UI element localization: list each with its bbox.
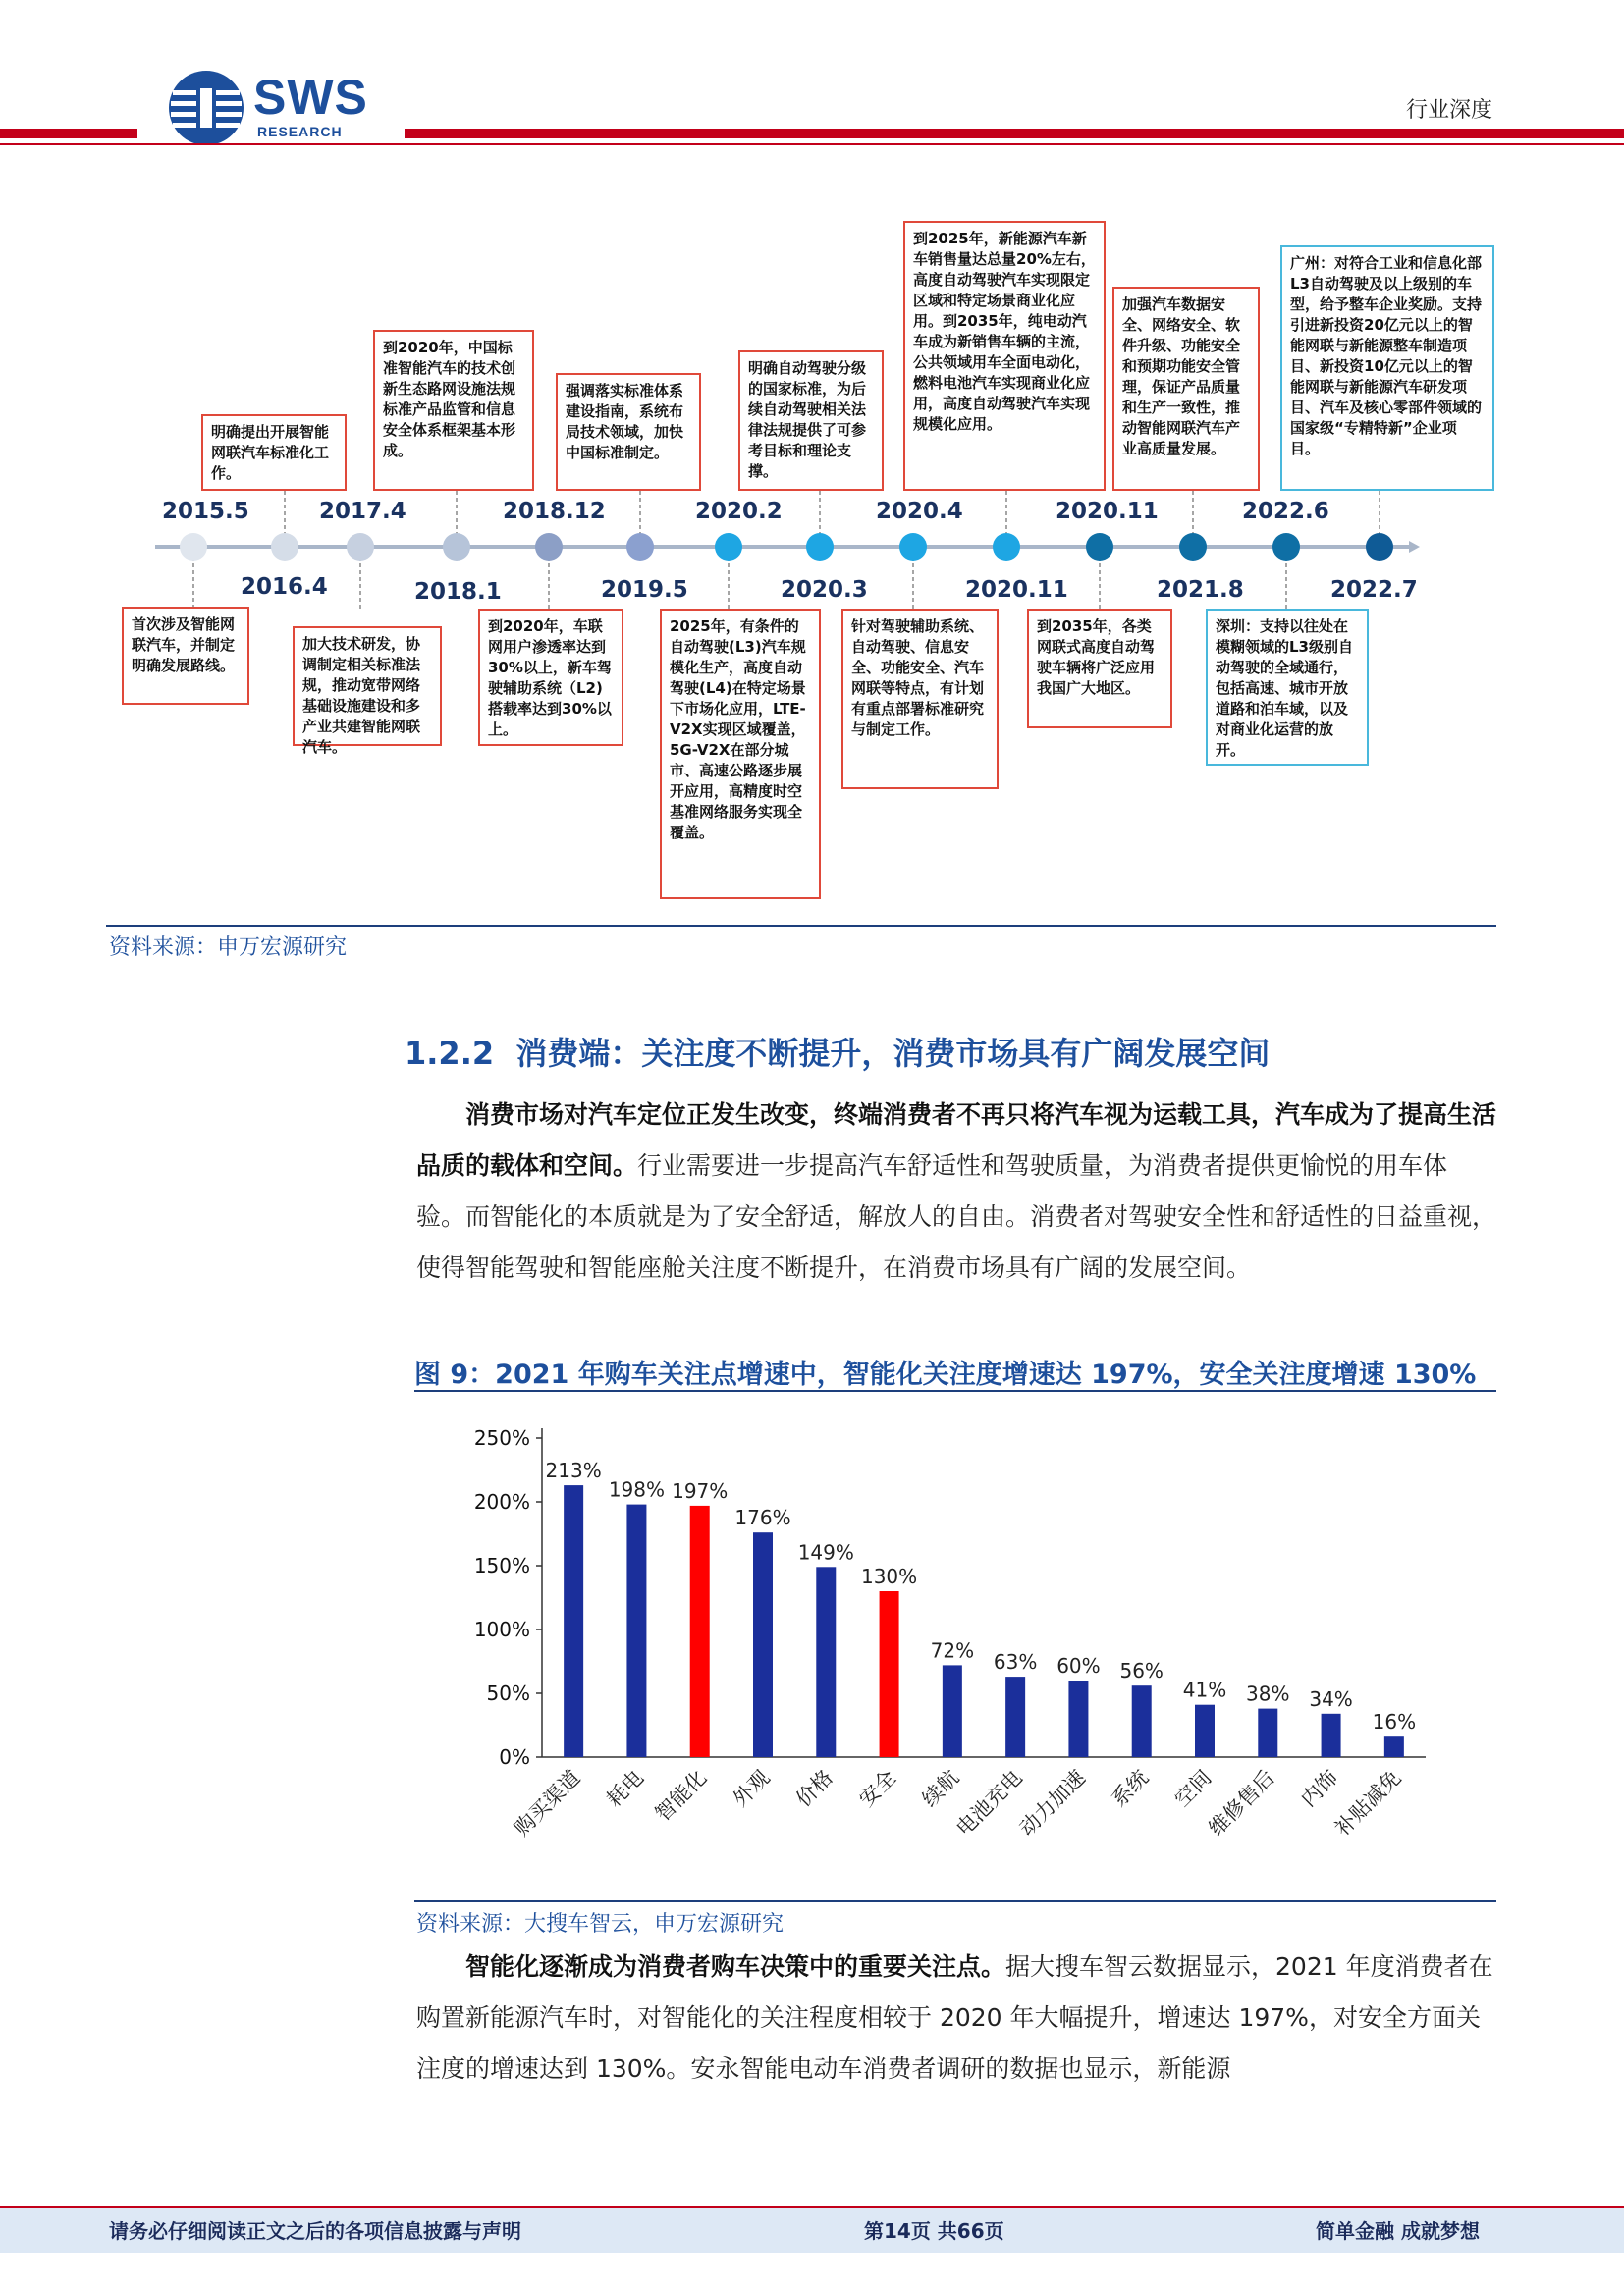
footer-disclaimer: 请务必仔细阅读正文之后的各项信息披露与声明 [109, 2219, 521, 2243]
bar-value-label: 56% [1119, 1659, 1164, 1683]
bar [1132, 1685, 1152, 1757]
y-tick-label: 250% [473, 1426, 530, 1450]
timeline-box-2020-11: 加强汽车数据安全、网络安全、软件升级、功能安全和预期功能安全管理，保证产品质量和生产一致性，推动智能网联汽车产业高质量发展。 [1112, 287, 1260, 491]
bar-value-label: 16% [1372, 1710, 1417, 1735]
bar-value-label: 176% [734, 1506, 791, 1530]
timeline-date: 2020.2 [695, 499, 783, 524]
timeline-box-2022-7: 深圳：支持以往处在模糊领域的L3级别自动驾驶的全域通行，包括高速、城市开放道路和泊车域，以及对商业化运营的放开。 [1206, 609, 1369, 766]
body-paragraph-text: 行业需要进一步提高汽车舒适性和驾驶质量，为消费者提供更愉悦的用车体验。而智能化的本质就是为了安全舒适，解放人的自由。消费者对驾驶安全性和舒适性的日益重视，使得智能驾驶和智能座舱关注度不断提升，在消费市场具有广阔的发展空间。 [416, 1151, 1497, 1282]
timeline-box-2019-5: 到2020年，车联网用户渗透率达到30%以上，新车驾驶辅助系统（L2)搭载率达到30%以上。 [478, 609, 623, 746]
timeline-box-2017-4: 到2020年，中国标准智能汽车的技术创新生态路网设施法规标准产品监管和信息安全体系框架基本形成。 [373, 330, 534, 491]
timeline-date: 2022.7 [1330, 577, 1418, 603]
bar-value-label: 63% [993, 1650, 1038, 1675]
timeline-date: 2020.4 [876, 499, 963, 524]
logo-text: SWS [253, 70, 368, 125]
bar-value-label: 198% [608, 1477, 666, 1502]
body-paragraph-2-lead: 智能化逐渐成为消费者购车决策中的重要关注点。 [465, 1952, 1006, 1981]
timeline-figure [0, 0, 1624, 903]
bar [943, 1665, 962, 1757]
figure-rule [106, 925, 1496, 927]
y-tick-label: 150% [473, 1554, 530, 1577]
y-tick-label: 100% [473, 1618, 530, 1641]
bar [626, 1505, 646, 1757]
bar-value-label: 213% [545, 1459, 602, 1483]
bar [564, 1485, 583, 1757]
footer-page-number: 第14页 共66页 [864, 2219, 1004, 2243]
chart-rule [414, 1900, 1496, 1902]
footer-rule [0, 2206, 1624, 2208]
y-tick-label: 50% [486, 1682, 530, 1705]
timeline-box-2020-3: 2025年，有条件的自动驾驶(L3)汽车规模化生产，高度自动驾驶(L4)在特定场景下市场化应用，LTE-V2X实现区域覆盖，5G-V2X在部分城市、高速公路逐步展开应用，高精度时空基准网络服务实现全覆盖。 [660, 609, 821, 899]
timeline-box-2020-2: 明确自动驾驶分级的国家标准，为后续自动驾驶相关法律法规提供了可参考目标和理论支撑。 [738, 350, 884, 491]
bar [1384, 1736, 1404, 1757]
x-category-label: 耗电 [602, 1765, 648, 1812]
x-category-label: 电池充电 [951, 1765, 1027, 1841]
bar [1005, 1677, 1025, 1757]
bar-value-label: 34% [1309, 1686, 1353, 1711]
x-category-label: 安全 [854, 1765, 901, 1812]
bar-value-label: 72% [930, 1638, 975, 1663]
timeline-box-2021-8: 到2035年，各类网联式高度自动驾驶车辆将广泛应用我国广大地区。 [1027, 609, 1172, 728]
y-tick-label: 0% [499, 1745, 530, 1769]
timeline-box-2018-1: 加大技术研发，协调制定相关标准法规，推动宽带网络基础设施建设和多产业共建智能网联汽车。 [293, 626, 442, 746]
x-category-label: 补贴减免 [1330, 1765, 1406, 1841]
bar-value-label: 38% [1246, 1682, 1290, 1706]
section-heading: 1.2.2 消费端：关注度不断提升，消费市场具有广阔发展空间 [405, 1035, 1271, 1072]
figure-title: 图 9：2021 年购车关注点增速中，智能化关注度增速达 197%，安全关注度增速 130% [414, 1360, 1477, 1390]
bar-value-label: 60% [1056, 1654, 1101, 1678]
x-category-label: 内饰 [1296, 1765, 1343, 1812]
timeline-box-2018-12: 强调落实标准体系建设指南，系统布局技术领域，加快中国标准制定。 [556, 373, 701, 491]
bar [1258, 1709, 1277, 1757]
timeline-date: 2018.1 [414, 579, 502, 605]
bar [816, 1567, 836, 1757]
timeline-date: 2019.5 [601, 577, 688, 603]
x-category-label: 动力加速 [1014, 1765, 1090, 1841]
timeline-box-2020-4: 到2025年，新能源汽车新车销售量达总量20%左右，高度自动驾驶汽车实现限定区域和特定场景商业化应用。到2035年，纯电动汽车成为新销售车辆的主流，公共领域用车全面电动化，燃料电池汽车实现商业化应用，高度自动驾驶汽车实现规模化应用。 [903, 221, 1106, 491]
body-paragraph-lead: 消费市场对汽车定位正发生改变，终端消费者不再只将汽车视为运载工具，汽车成为了提高生活品质的载体和空间。 [416, 1100, 1497, 1180]
timeline-date: 2018.12 [503, 499, 606, 524]
bar [753, 1532, 773, 1757]
timeline-date: 2021.8 [1157, 577, 1244, 603]
footer-slogan: 简单金融 成就梦想 [1316, 2219, 1480, 2243]
header-category: 行业深度 [1406, 98, 1493, 123]
x-category-label: 空间 [1169, 1765, 1217, 1812]
x-category-label: 维修售后 [1204, 1765, 1279, 1841]
body-paragraph-2 [416, 1942, 1496, 2095]
figure-title-rule [414, 1390, 1496, 1392]
bar [1322, 1714, 1341, 1757]
timeline-date: 2020.11 [965, 577, 1068, 603]
x-category-label: 智能化 [650, 1765, 712, 1827]
timeline-box-2015-5: 明确提出开展智能网联汽车标准化工作。 [201, 414, 347, 491]
body-paragraph [416, 1090, 1496, 1294]
logo-subtext: RESEARCH [257, 124, 343, 139]
timeline-date: 2020.11 [1056, 499, 1159, 524]
body-paragraph-2-text: 据大搜车智云数据显示，2021 年度消费者在购置新能源汽车时，对智能化的关注程度相较于 2020 年大幅提升，增速达 197%，对安全方面关注度的增速达到 130%。安永智能电动车消费者调研的数据也显示，新能源 [416, 1952, 1493, 2083]
bar-value-label: 197% [672, 1478, 729, 1503]
bar-value-label: 130% [860, 1565, 918, 1588]
timeline-box-2020-11b: 针对驾驶辅助系统、自动驾驶、信息安全、功能安全、汽车网联等特点，有计划有重点部署标准研究与制定工作。 [841, 609, 999, 789]
x-category-label: 系统 [1107, 1765, 1154, 1812]
bar-value-label: 149% [797, 1540, 854, 1565]
y-tick-label: 200% [473, 1490, 530, 1514]
source-note: 资料来源：大搜车智云，申万宏源研究 [416, 1912, 785, 1937]
bar-chart [414, 1404, 1504, 1895]
bar-value-label: 41% [1182, 1678, 1227, 1702]
x-category-label: 续航 [917, 1765, 964, 1812]
timeline-date: 2016.4 [241, 574, 328, 600]
bar [880, 1591, 899, 1757]
x-category-label: 购买渠道 [510, 1765, 585, 1841]
bar [1068, 1681, 1088, 1757]
bar [1195, 1705, 1215, 1757]
x-category-label: 价格 [791, 1765, 838, 1812]
timeline-date: 2022.6 [1242, 499, 1329, 524]
x-category-label: 外观 [728, 1765, 775, 1812]
timeline-date: 2020.3 [781, 577, 868, 603]
timeline-box-2022-6: 广州：对符合工业和信息化部L3自动驾驶及以上级别的车型，给予整车企业奖励。支持引进新投资20亿元以上的智能网联与新能源整车制造项目、新投资10亿元以上的智能网联与新能源汽车研发项目、汽车及核心零部件领域的国家级“专精特新”企业项目。 [1280, 245, 1494, 491]
timeline-date: 2015.5 [162, 499, 249, 524]
bar [690, 1506, 710, 1757]
timeline-box-2016-4: 首次涉及智能网联汽车，并制定明确发展路线。 [122, 607, 249, 705]
timeline-date: 2017.4 [319, 499, 406, 524]
source-note: 资料来源：申万宏源研究 [109, 935, 348, 960]
